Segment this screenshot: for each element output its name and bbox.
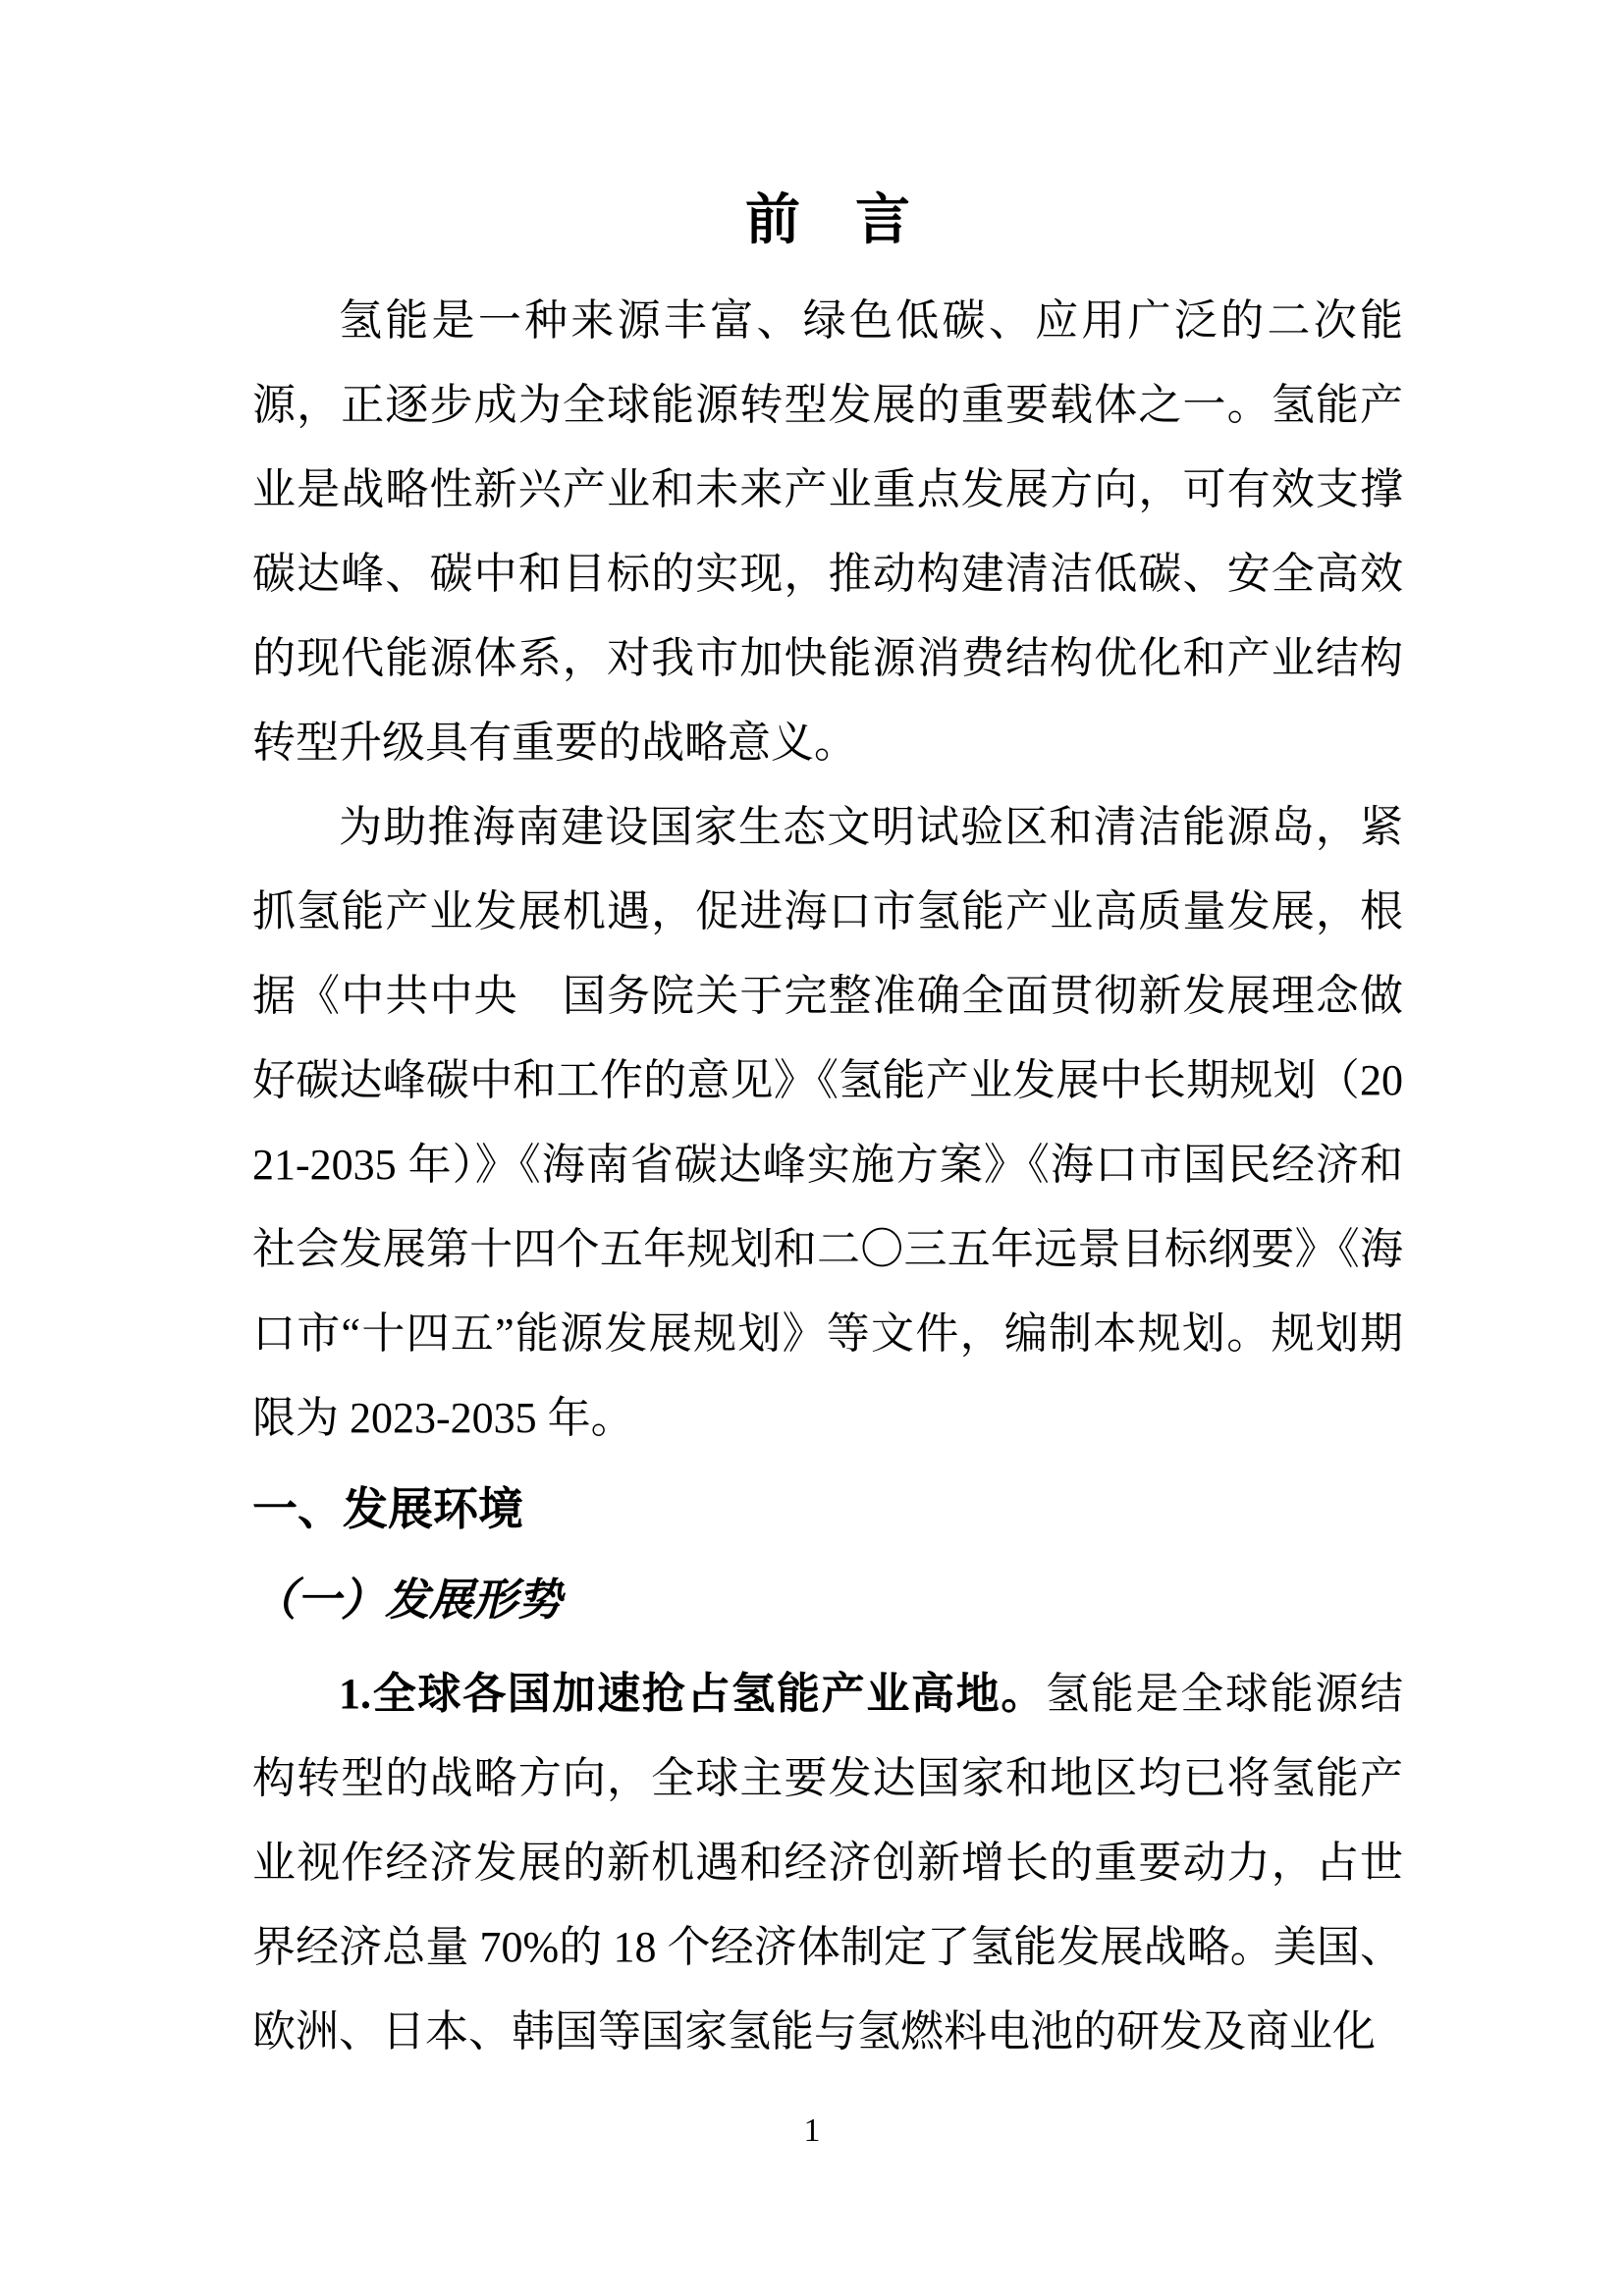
document-title: 前 言	[745, 190, 910, 251]
subsection-heading-development-situation: （一）发展形势	[252, 1575, 563, 1625]
section-heading-development-environment: 一、发展环境	[252, 1483, 523, 1534]
page-number: 1	[803, 2112, 821, 2149]
preface-paragraph-2: 为助推海南建设国家生态文明试验区和清洁能源岛，紧抓氢能产业发展机遇，促进海口市氢能产业高质量发展，根据《中共中央 国务院关于完整准确全面贯彻新发展理念做好碳达峰碳中和工作的意见》《氢能产业发展中长期规划（2021-2035 年）》《海南省碳达峰实施方案》《海口市国民经济和社会发展第十四个五年规划和二〇三五年远景目标纲要》《海口市“十四五”能源发展规划》等文件，编制本规划。规划期限为 2023-2035 年。	[252, 803, 1403, 1442]
item-1-paragraph	[252, 1652, 1403, 2074]
preface-paragraph-1: 氢能是一种来源丰富、绿色低碳、应用广泛的二次能源，正逐步成为全球能源转型发展的重要载体之一。氢能产业是战略性新兴产业和未来产业重点发展方向，可有效支撑碳达峰、碳中和目标的实现，推动构建清洁低碳、安全高效的现代能源体系，对我市加快能源消费结构优化和产业结构转型升级具有重要的战略意义。	[252, 296, 1403, 767]
item-1-text: 氢能是全球能源结构转型的战略方向，全球主要发达国家和地区均已将氢能产业视作经济发展的新机遇和经济创新增长的重要动力，占世界经济总量 70%的 18 个经济体制定了氢能发展战略。美国、欧洲、日本、韩国等国家氢能与氢燃料电池的研发及商业化	[252, 1670, 1404, 2056]
item-1-lead: 1.全球各国加速抢占氢能产业高地。	[339, 1670, 1047, 1718]
document-content	[252, 188, 1403, 2074]
